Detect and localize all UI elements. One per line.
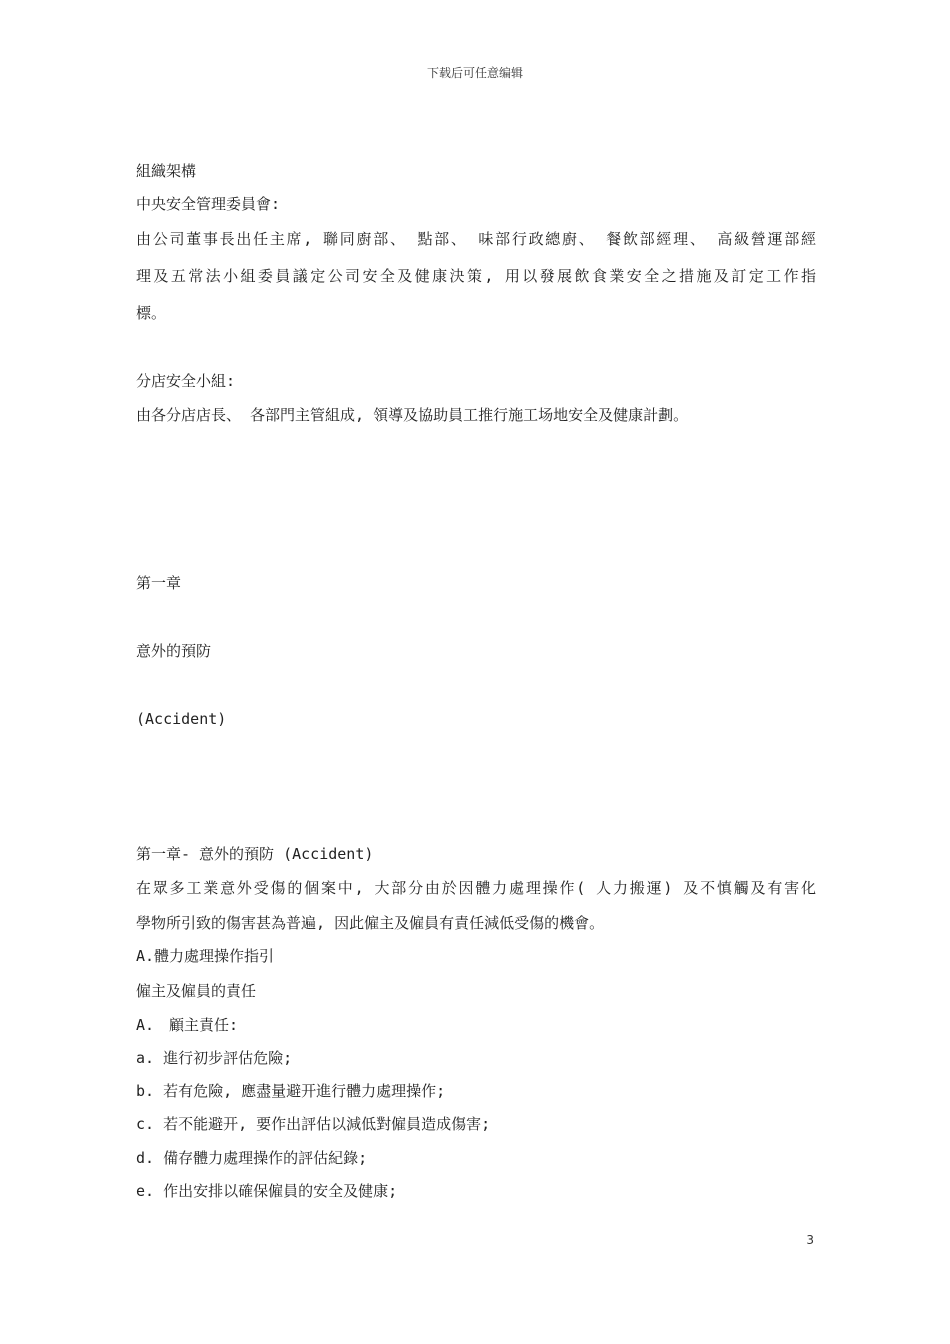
chapter-intro-line-2: 學物所引致的傷害甚為普遍, 因此僱主及僱員有責任減低受傷的機會。 xyxy=(136,914,605,932)
employer-responsibility-heading: A. 顧主責任: xyxy=(136,1016,239,1034)
chapter-subtitle: (Accident) xyxy=(136,710,227,728)
responsibility-heading: 僱主及僱員的責任 xyxy=(136,982,257,1000)
chapter-body-heading: 第一章- 意外的預防 (Accident) xyxy=(136,845,374,863)
branch-team-body: 由各分店店長、 各部門主管組成, 領導及協助員工推行施工场地安全及健康計劃。 xyxy=(136,406,689,424)
chapter-title: 意外的預防 xyxy=(136,642,212,660)
page-number: 3 xyxy=(806,1233,814,1247)
page-header: 下载后可任意编辑 xyxy=(426,66,523,80)
list-item: a. 進行初步評估危險; xyxy=(136,1049,293,1067)
central-committee-body-line-2: 理及五常法小組委員議定公司安全及健康決策, 用以發展飲食業安全之措施及訂定工作指 xyxy=(136,267,816,285)
central-committee-body-line-3: 標。 xyxy=(136,304,167,322)
list-item: c. 若不能避开, 要作出評估以減低對僱員造成傷害; xyxy=(136,1115,491,1133)
chapter-label: 第一章 xyxy=(136,574,182,592)
section-a-heading: A.體力處理操作指引 xyxy=(136,947,275,965)
list-item: b. 若有危險, 應盡量避开進行體力處理操作; xyxy=(136,1082,446,1100)
list-item: d. 備存體力處理操作的評估紀錄; xyxy=(136,1149,368,1167)
central-committee-body-line-1: 由公司董事長出任主席, 聯同廚部、 點部、 味部行政總廚、 餐飲部經理、 高級營運部經 xyxy=(136,230,816,248)
branch-team-heading: 分店安全小組: xyxy=(136,372,236,390)
chapter-intro-line-1: 在眾多工業意外受傷的個案中, 大部分由於因體力處理操作( 人力搬運) 及不慎觸及有害化 xyxy=(136,879,816,897)
org-title: 組織架構 xyxy=(136,162,197,180)
central-committee-heading: 中央安全管理委員會: xyxy=(136,195,281,213)
list-item: e. 作出安排以確保僱員的安全及健康; xyxy=(136,1182,398,1200)
